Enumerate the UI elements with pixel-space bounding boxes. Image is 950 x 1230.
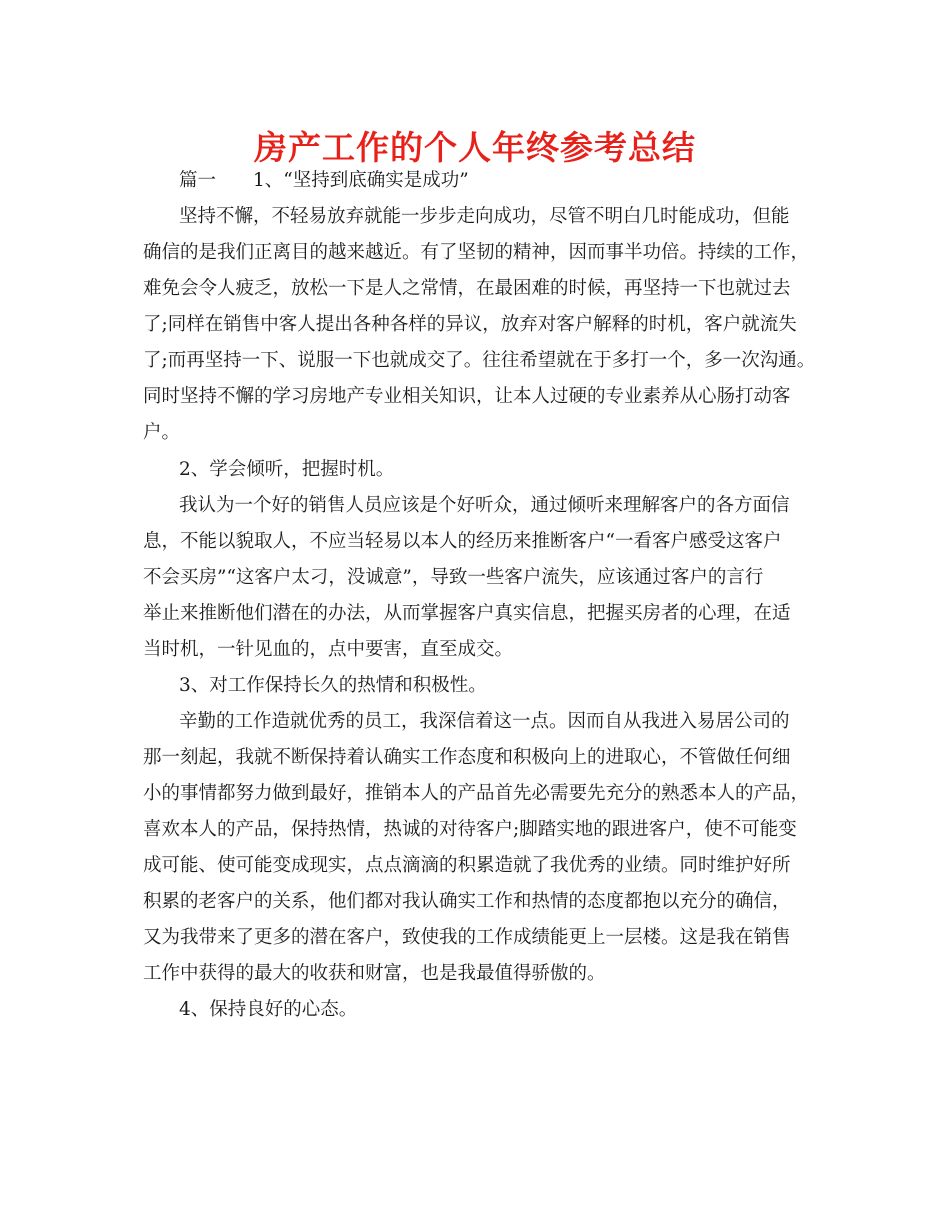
text-line: 不会买房”“这客户太刁，没诚意”，导致一些客户流失，应该通过客户的言行 (143, 567, 764, 588)
text-line: 确信的是我们正离目的越来越近。有了坚韧的精神，因而事半功倍。持续的工作， (143, 242, 810, 263)
text-line-subheading: 4、保持良好的心态。 (179, 999, 358, 1020)
text-line: 那一刻起，我就不断保持着认确实工作态度和积极向上的进取心，不管做任何细 (143, 747, 791, 768)
text-line-section-heading: 篇一 1、“坚持到底确实是成功” (179, 170, 469, 191)
text-line: 又为我带来了更多的潜在客户，致使我的工作成绩能更上一层楼。这是我在销售 (143, 927, 791, 948)
text-line: 难免会令人疲乏，放松一下是人之常情，在最困难的时候，再坚持一下也就过去 (143, 278, 791, 299)
text-line: 当时机，一针见血的，点中要害，直至成交。 (143, 639, 514, 660)
text-line: 小的事情都努力做到最好，推销本人的产品首先必需要先充分的熟悉本人的产品， (143, 783, 810, 804)
text-line: 同时坚持不懈的学习房地产专业相关知识，让本人过硬的专业素养从心肠打动客 (143, 386, 791, 407)
text-line: 喜欢本人的产品，保持热情，热诚的对待客户;脚踏实地的跟进客户，使不可能变 (143, 819, 797, 840)
text-line: 坚持不懈，不轻易放弃就能一步步走向成功，尽管不明白几时能成功，但能 (179, 206, 790, 227)
text-line: 积累的老客户的关系，他们都对我认确实工作和热情的态度都抱以充分的确信， (143, 891, 791, 912)
text-line-subheading: 2、学会倾听，把握时机。 (179, 459, 395, 480)
text-line: 了;而再坚持一下、说服一下也就成交了。往往希望就在于多打一个，多一次沟通。 (143, 350, 816, 371)
text-line: 息，不能以貌取人，不应当轻易以本人的经历来推断客户“一看客户感受这客户 (143, 531, 782, 552)
text-line: 我认为一个好的销售人员应该是个好听众，通过倾听来理解客户的各方面信 (179, 495, 790, 516)
text-line-subheading: 3、对工作保持长久的热情和积极性。 (179, 675, 487, 696)
text-line: 举止来推断他们潜在的办法，从而掌握客户真实信息，把握买房者的心理，在适 (143, 603, 791, 624)
text-line: 工作中获得的最大的收获和财富，也是我最值得骄傲的。 (143, 963, 606, 984)
text-line: 了;同样在销售中客人提出各种各样的异议，放弃对客户解释的时机，客户就流失 (143, 314, 797, 335)
text-line: 成可能、使可能变成现实，点点滴滴的积累造就了我优秀的业绩。同时维护好所 (143, 855, 791, 876)
document-title: 房产工作的个人年终参考总结 (254, 128, 696, 167)
text-line: 户。 (143, 422, 181, 443)
text-line: 辛勤的工作造就优秀的员工，我深信着这一点。因而自从我进入易居公司的 (179, 711, 790, 732)
